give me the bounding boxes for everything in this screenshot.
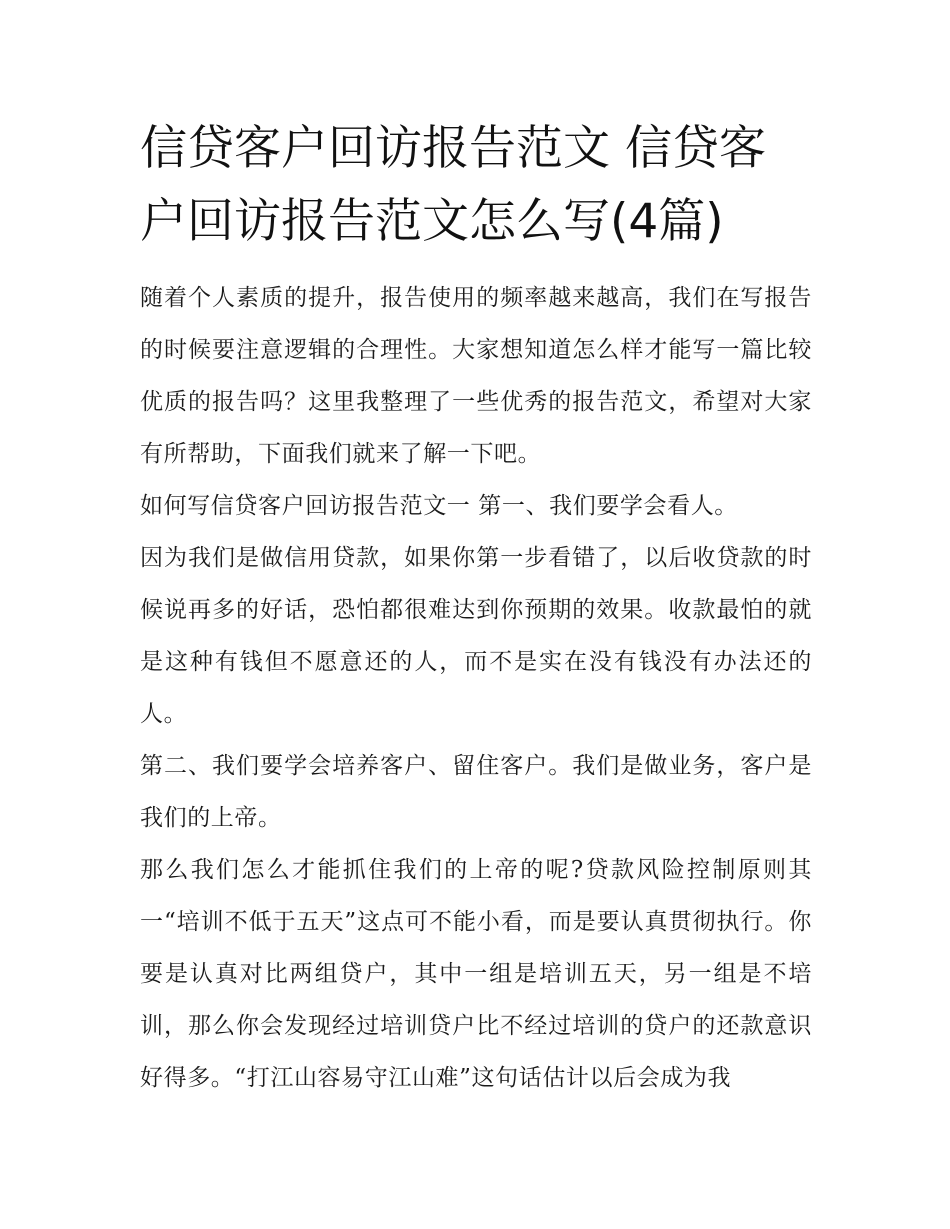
paragraph-intro: 随着个人素质的提升，报告使用的频率越来越高，我们在写报告的时候要注意逻辑的合理性。大家想知道怎么样才能写一篇比较优质的报告吗？这里我整理了一些优秀的报告范文，希望对大家有所帮助，下面我们就来了解一下吧。 <box>140 285 812 467</box>
paragraph-training: 那么我们怎么才能抓住我们的上帝的呢?贷款风险控制原则其一“培训不低于五天”这点可不能小看，而是要认真贯彻执行。你要是认真对比两组贷户，其中一组是培训五天，另一组是不培训，那么你会发现经过培训贷户比不经过培训的贷户的还款意识好得多。“打江山容易守江山难”这句话估计以后会成为我 <box>140 857 812 1091</box>
paragraph-retain-customers: 第二、我们要学会培养客户、留住客户。我们是做业务，客户是我们的上帝。 <box>140 753 812 831</box>
document-title: 信贷客户回访报告范文 信贷客户回访报告范文怎么写(4篇) <box>140 121 766 249</box>
paragraph-section-one-heading: 如何写信贷客户回访报告范文一 第一、我们要学会看人。 <box>140 493 738 519</box>
document-content <box>140 112 812 1104</box>
paragraph-credit-loan: 因为我们是做信用贷款，如果你第一步看错了，以后收贷款的时候说再多的好话，恐怕都很难达到你预期的效果。收款最怕的就是这种有钱但不愿意还的人，而不是实在没有钱没有办法还的人。 <box>140 545 812 727</box>
